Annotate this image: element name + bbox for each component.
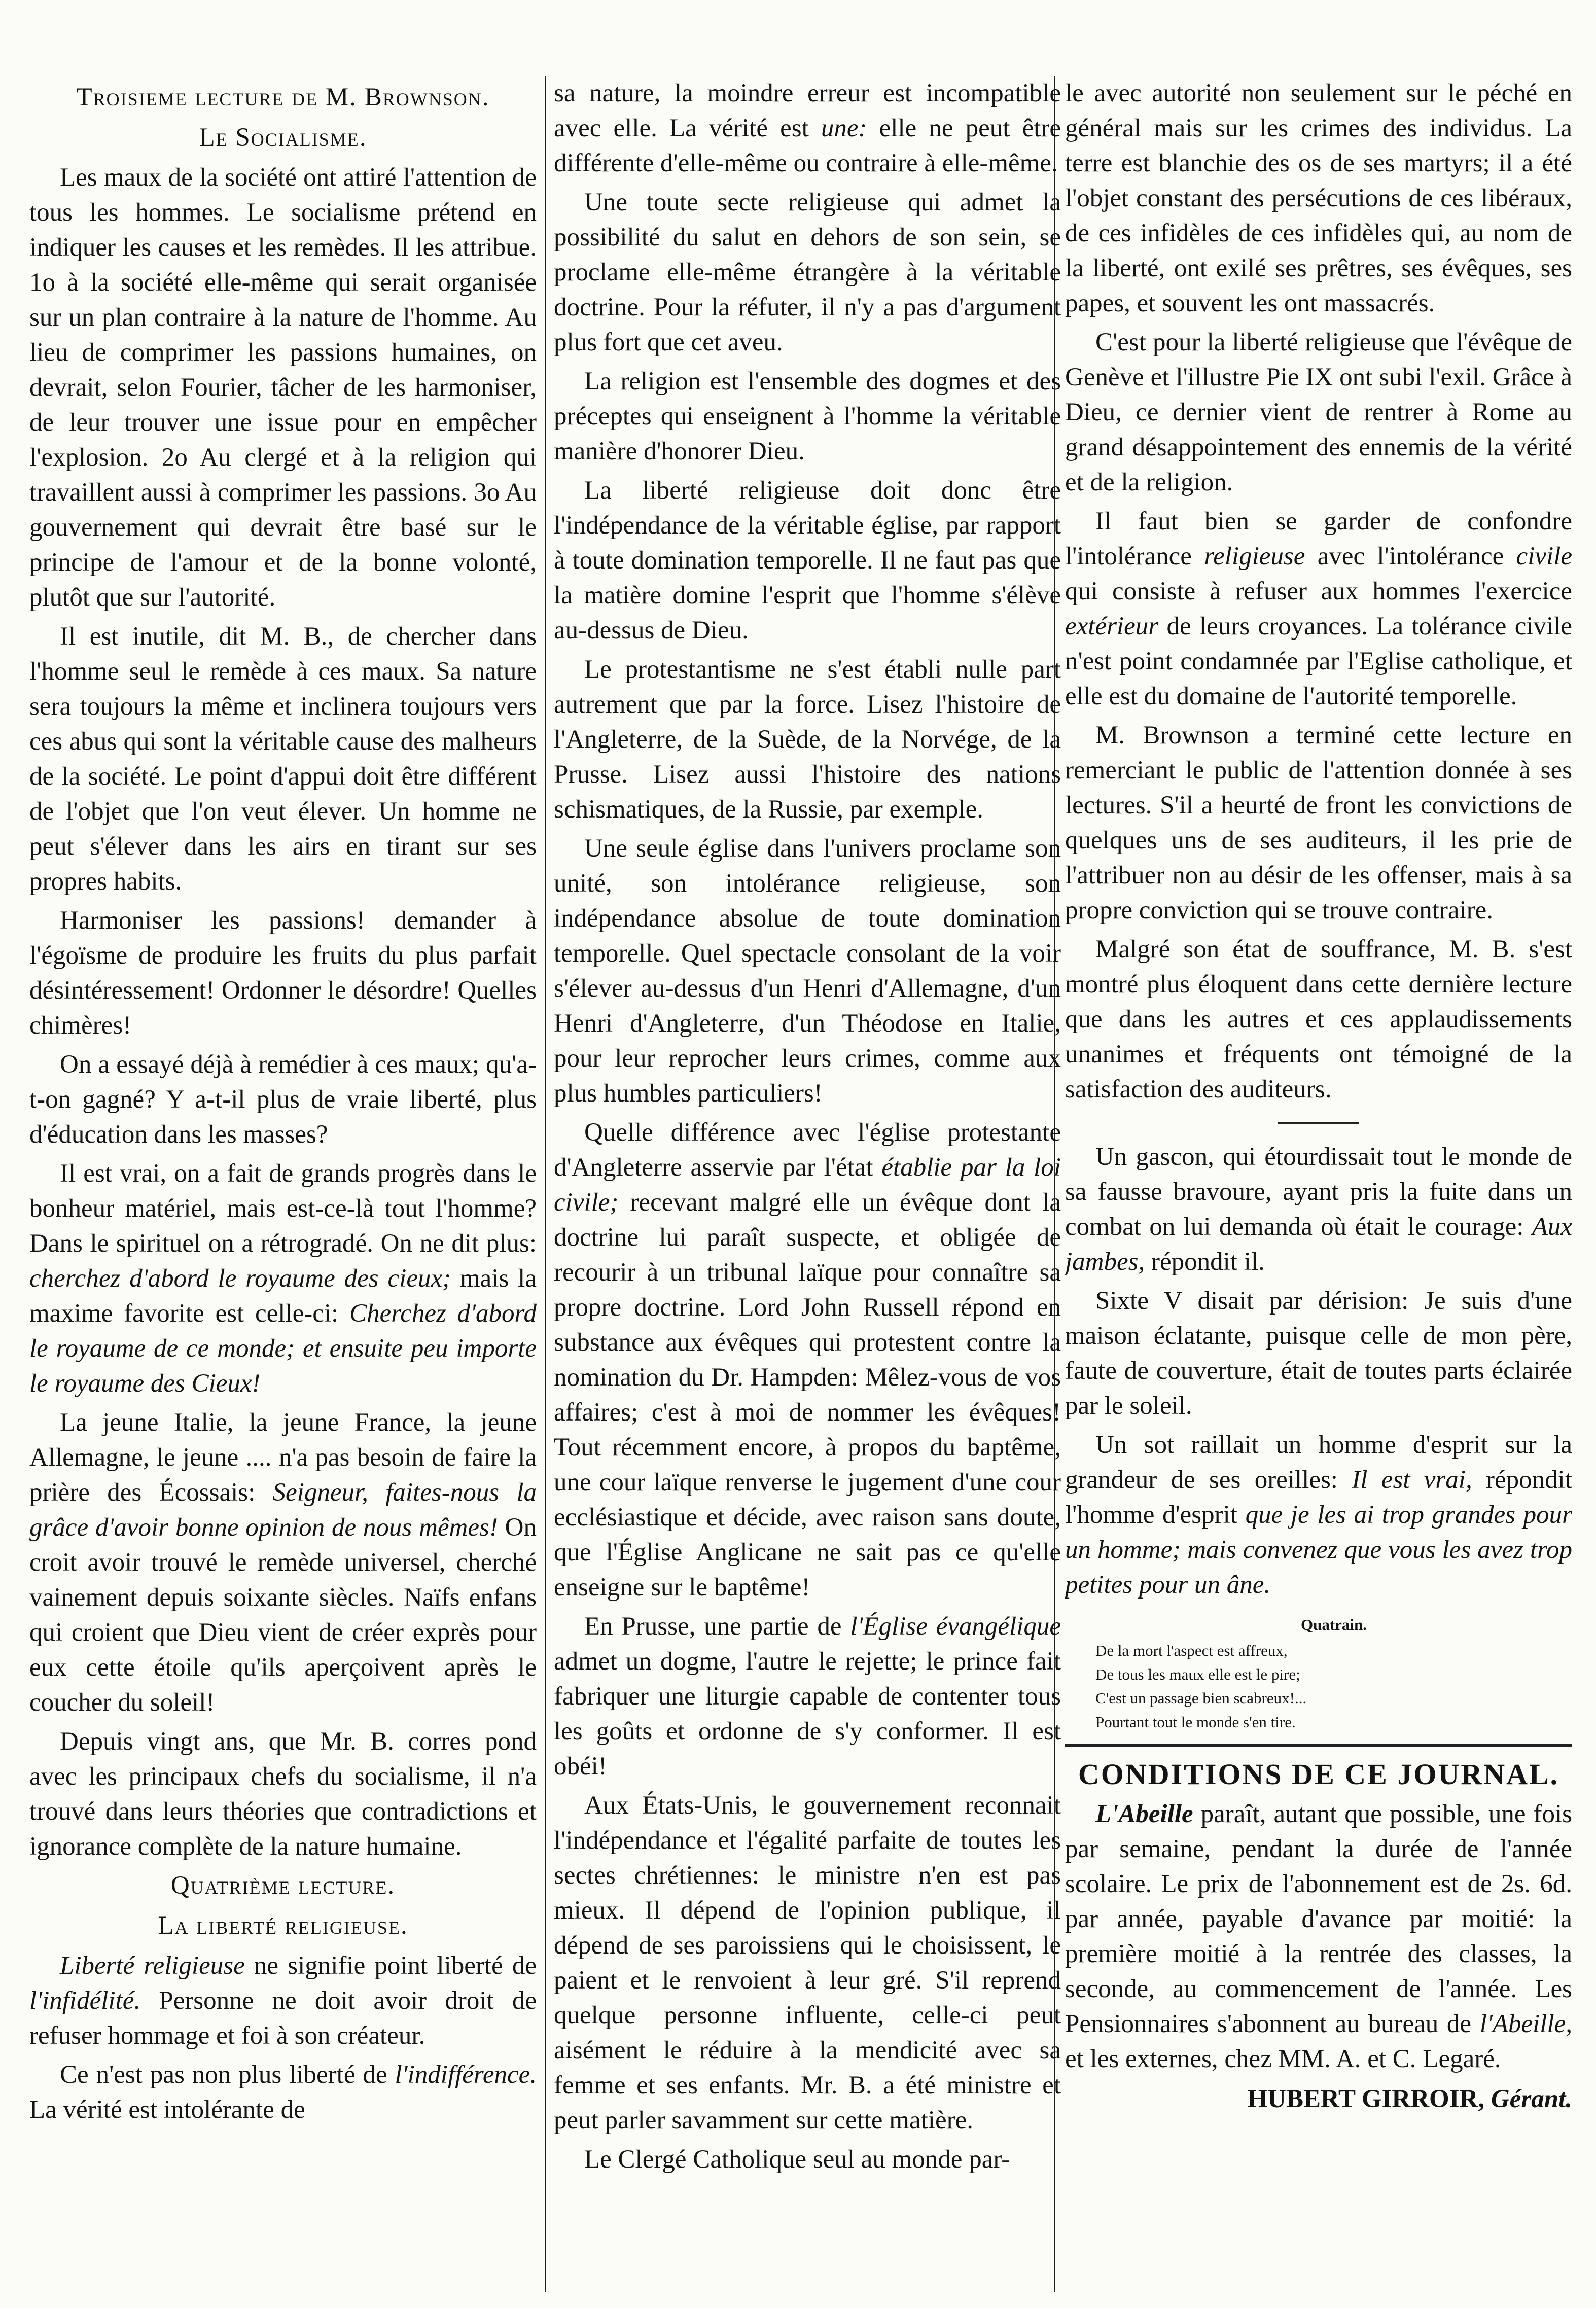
text-run: En Prusse, une partie de (584, 1612, 842, 1641)
italic-term: extérieur (1065, 612, 1159, 641)
italic-term: religieuse (1204, 542, 1305, 571)
text-run: elle ne peut être différente d'elle-même ou contraire à elle-même. (554, 114, 1061, 177)
text-run: La vérité est intolérante de (29, 2096, 305, 2124)
text-run: On croit avoir trouvé le remède universel, cherché vainement depuis soixante siècles. Naïfs enfans qui croient que Dieu vient de créer exprès pour eux cette étoile qu'ils aperçoivent après le coucher du soleil! (29, 1513, 537, 1717)
italic-quote: Cherchez d'abord le royaume de ce monde; et ensuite peu importe le royaume des Cieux! (29, 1299, 537, 1398)
signature (1065, 2082, 1572, 2117)
journal-name: L'Abeille (1095, 1800, 1193, 1828)
paragraph: Il est inutile, dit M. B., de chercher dans l'homme seul le remède à ces maux. Sa nature sera toujours la même et inclinera toujours vers ces abus qui sont la véritable cause des malheurs de la société. Le point d'appui doit être différent de l'objet que l'on veut élever. Un homme ne peut s'élever dans les airs en tirant sur ses propres habits. (29, 622, 537, 896)
text-run: ne signifie point liberté de (254, 1951, 537, 1980)
poem-line: De la mort l'aspect est affreux, (1095, 1642, 1288, 1659)
paragraph: Aux États-Unis, le gouvernement reconnait l'indépendance et l'égalité parfaite de toutes les sectes chrétiennes: le ministre n'en est pas mieux. Il dépend de l'opinion publique, il dépend de ses paroissiens qui le choisissent, le paient et le renvoient à leur gré. S'il reprend quelque personne influente, celle-ci peut aisément le réduire à la mendicité avec sa femme et ses enfants. Mr. B. a été ministre et peut parler savamment sur cette matière. (554, 1791, 1061, 2135)
text-run: et les externes, chez MM. A. et C. Legaré. (1065, 2045, 1501, 2073)
italic-term: l'infidélité. (29, 1986, 141, 2015)
text-run: Il faut bien se garder de confondre l'intolérance (1065, 507, 1572, 571)
italic-quote: que je les ai trop grandes pour un homme; mais convenez que vous les avez trop petites pour un âne. (1065, 1501, 1572, 1599)
italic-term: Liberté religieuse (60, 1951, 245, 1980)
italic-term: civile (1516, 542, 1572, 571)
paragraph: C'est pour la liberté religieuse que l'évêque de Genève et l'illustre Pie IX ont subi l'exil. Grâce à Dieu, ce dernier vient de rentrer à Rome au grand désappointement des ennemis de la vérité et de la religion. (1065, 328, 1572, 496)
conditions-heading: CONDITIONS DE CE JOURNAL. (1078, 1758, 1559, 1791)
text-run: avec l'intolérance (1317, 542, 1504, 571)
text-run: paraît, autant que possible, une fois par semaine, pendant la durée de l'année scolaire. Le prix de l'abonnement est de 2s. 6d. par année, payable d'avance par moitié: la première moitié à la rentrée des classes, la seconde, au commencement de l'année. Les Pensionnaires s'abonnent au bureau de (1065, 1800, 1572, 2038)
text-run: qui consiste à refuser aux hommes l'exercice (1065, 577, 1572, 606)
poem-line: Pourtant tout le monde s'en tire. (1095, 1713, 1296, 1731)
paragraph (1065, 1797, 1572, 2077)
text-run: répondit il. (1151, 1248, 1265, 1276)
paragraph: Une seule église dans l'univers proclame son unité, son intolérance religieuse, son indépendance absolue de toute domination temporelle. Quel spectacle consolant de la voir s'élever au-dessus d'un Henri d'Allemagne, d'un Henri d'Angleterre, d'un Théodose en Italie, pour leur reprocher leurs crimes, comme aux plus humbles particuliers! (554, 834, 1061, 1108)
journal-name: l'Abeille, (1479, 2010, 1572, 2038)
signature-role: Gérant. (1491, 2085, 1572, 2113)
column-rule (545, 76, 546, 2292)
paragraph: Depuis vingt ans, que Mr. B. corres pond avec les principaux chefs du socialisme, il n'a trouvé dans leurs théories que contradictions et ignorance complète de la nature humaine. (29, 1727, 537, 1861)
poem-line: De tous les maux elle est le pire; (1095, 1665, 1300, 1683)
section-heading: Troisieme lecture de M. Brownson. (76, 83, 490, 112)
section-subheading: Le Socialisme. (199, 123, 367, 152)
text-run: Ce n'est pas non plus liberté de (60, 2061, 387, 2089)
paragraph: La religion est l'ensemble des dogmes et des préceptes qui enseignent à l'homme la véritable manière d'honorer Dieu. (554, 367, 1061, 466)
paragraph: le avec autorité non seulement sur le péché en général mais sur les crimes des individus. La terre est blanchie des os de ses martyrs; il a été l'objet constant des persécutions de ces libéraux, de ces infidèles de ces infidèles qui, au nom de la liberté, ont exilé ses prêtres, ses évêques, ses papes, et souvent les ont massacrés. (1065, 79, 1572, 317)
text-run: Un gascon, qui étourdissait tout le monde de sa fausse bravoure, ayant pris la fuite dans un combat on lui demanda où était le courage: (1065, 1143, 1572, 1241)
text-run: Personne ne doit avoir droit de refuser hommage et foi à son créateur. (29, 1986, 537, 2050)
quatrain (1095, 1613, 1572, 1734)
paragraph (29, 1405, 537, 1720)
paragraph (1065, 504, 1572, 714)
paragraph: On a essayé déjà à remédier à ces maux; qu'a-t-on gagné? Y a-t-il plus de vraie liberté, plus d'éducation dans les masses? (29, 1050, 537, 1149)
text-run: Il est vrai, on a fait de grands progrès dans le bonheur matériel, mais est-ce-là tout l'homme? Dans le spirituel on a rétrogradé. On ne dit plus: (29, 1159, 537, 1258)
text-run: mais la maxime favorite est celle-ci: (29, 1264, 537, 1328)
quatrain-title: Quatrain. (1300, 1616, 1367, 1634)
paragraph: Le Clergé Catholique seul au monde par- (584, 2145, 1010, 2174)
paragraph (1065, 1140, 1572, 1280)
italic-term: l'indifférence. (395, 2061, 537, 2089)
paragraph: Une toute secte religieuse qui admet la possibilité du salut en dehors de son sein, se proclame elle-même étrangère à la véritable doctrine. Pour la réfuter, il n'y a pas d'argument plus fort que cet aveu. (554, 188, 1061, 357)
italic-quote: Aux jambes, (1065, 1213, 1572, 1276)
column-right (1065, 76, 1572, 2292)
text-run: Quelle différence avec l'église protestante d'Angleterre asservie par l'état (554, 1118, 1061, 1182)
section-heading: Quatrième lecture. (170, 1871, 396, 1900)
paragraph: M. Brownson a terminé cette lecture en remerciant le public de l'attention donnée à ses lectures. S'il a heurté de front les convictions de quelques uns de ses auditeurs, il les prie de l'attribuer non au désir de les offenser, mais à sa propre conviction qui se trouve contraire. (1065, 721, 1572, 925)
paragraph: Les maux de la société ont attiré l'attention de tous les hommes. Le socialisme prétend en indiquer les causes et les remèdes. Il les attribue. 1o à la société elle-même qui serait organisée sur un plan contraire à la nature de l'homme. Au lieu de comprimer les passions humaines, on devrait, selon Fourier, tâcher de les harmoniser, de leur trouver une issue pour en empêcher l'explosion. 2o Au clergé et à la religion qui travaillent aussi à comprimer les passions. 3o Au gouvernement qui devrait être basé sur le principe de l'amour et de la bonne volonté, plutôt que sur l'autorité. (29, 163, 537, 612)
text-run: Un sot raillait un homme d'esprit sur la grandeur de ses oreilles: (1065, 1431, 1572, 1494)
paragraph (29, 2057, 537, 2127)
signature-name: HUBERT GIRROIR, (1247, 2085, 1485, 2113)
italic-term: une: (821, 114, 867, 143)
paragraph: Harmoniser les passions! demander à l'égoïsme de produire les fruits du plus parfait désintéressement! Ordonner le désordre! Quelles chimères! (29, 906, 537, 1040)
text-run: La jeune Italie, la jeune France, la jeune Allemagne, le jeune .... n'a pas besoin de faire la prière des Écossais: (29, 1408, 537, 1507)
text-run: sa nature, la moindre erreur est incompatible avec elle. La vérité est (554, 79, 1061, 143)
poem-line: C'est un passage bien scabreux!... (1095, 1689, 1307, 1707)
paragraph (29, 1948, 537, 2053)
italic-term: établie par la loi civile; (554, 1153, 1061, 1217)
column-middle (554, 76, 1061, 2292)
text-run: recevant malgré elle un évêque dont la doctrine lui paraît suspecte, et obligée de recourir à un tribunal laïque pour connaître sa propre doctrine. Lord John Russell répond en substance aux évêques qui protestent contre la nomination du Dr. Hampden: Mêlez-vous de vos affaires; c'est à moi de nommer les évêques! Tout récemment encore, à propos du baptême, une cour laïque renverse le jugement d'une cour ecclésiastique et décide, avec raison sans doute, que l'Église Anglicane ne sait pas ce qu'elle enseigne sur le baptême! (554, 1188, 1061, 1602)
paragraph (29, 1156, 537, 1401)
italic-quote: Il est vrai, (1352, 1466, 1472, 1494)
paragraph: Malgré son état de souffrance, M. B. s'est montré plus éloquent dans cette dernière lecture que dans les autres et ces applaudissements unanimes et fréquents ont témoigné de la satisfaction des auditeurs. (1065, 935, 1572, 1104)
paragraph: Le protestantisme ne s'est établi nulle part autrement que par la force. Lisez l'histoire de l'Angleterre, de la Suède, de la Norvége, de la Prusse. Lisez aussi l'histoire des nations schismatiques, de la Russie, par exemple. (554, 655, 1061, 824)
section-subheading: La liberté religieuse. (158, 1911, 408, 1940)
italic-quote: Seigneur, faites-nous la grâce d'avoir bonne opinion de nous mêmes! (29, 1478, 537, 1542)
column-left (29, 76, 537, 2292)
paragraph (554, 1609, 1061, 1784)
text-run: admet un dogme, l'autre le rejette; le prince fait fabriquer une liturgie capable de contenter tous les goûts et ordonne de s'y conformer. Il est obéi! (554, 1647, 1061, 1781)
paragraph: Sixte V disait par dérision: Je suis d'une maison éclatante, puisque celle de mon père, faute de couverture, était de toutes parts éclairée par le soleil. (1065, 1287, 1572, 1420)
heavy-rule (1065, 1744, 1572, 1747)
paragraph (554, 76, 1061, 181)
section-separator (1278, 1122, 1359, 1124)
text-run: de leurs croyances. La tolérance civile n'est point condamnée par l'Eglise catholique, et elle est du domaine de l'autorité temporelle. (1065, 612, 1572, 711)
paragraph (554, 1115, 1061, 1605)
paragraph (1065, 1428, 1572, 1603)
text-run: répondit l'homme d'esprit (1065, 1466, 1572, 1529)
italic-term: l'Église évangélique (850, 1612, 1061, 1641)
italic-quote: cherchez d'abord le royaume des cieux; (29, 1264, 451, 1293)
paragraph: La liberté religieuse doit donc être l'indépendance de la véritable église, par rapport à toute domination temporelle. Il ne faut pas que la matière domine l'esprit que l'homme s'élève au-dessus de Dieu. (554, 476, 1061, 645)
